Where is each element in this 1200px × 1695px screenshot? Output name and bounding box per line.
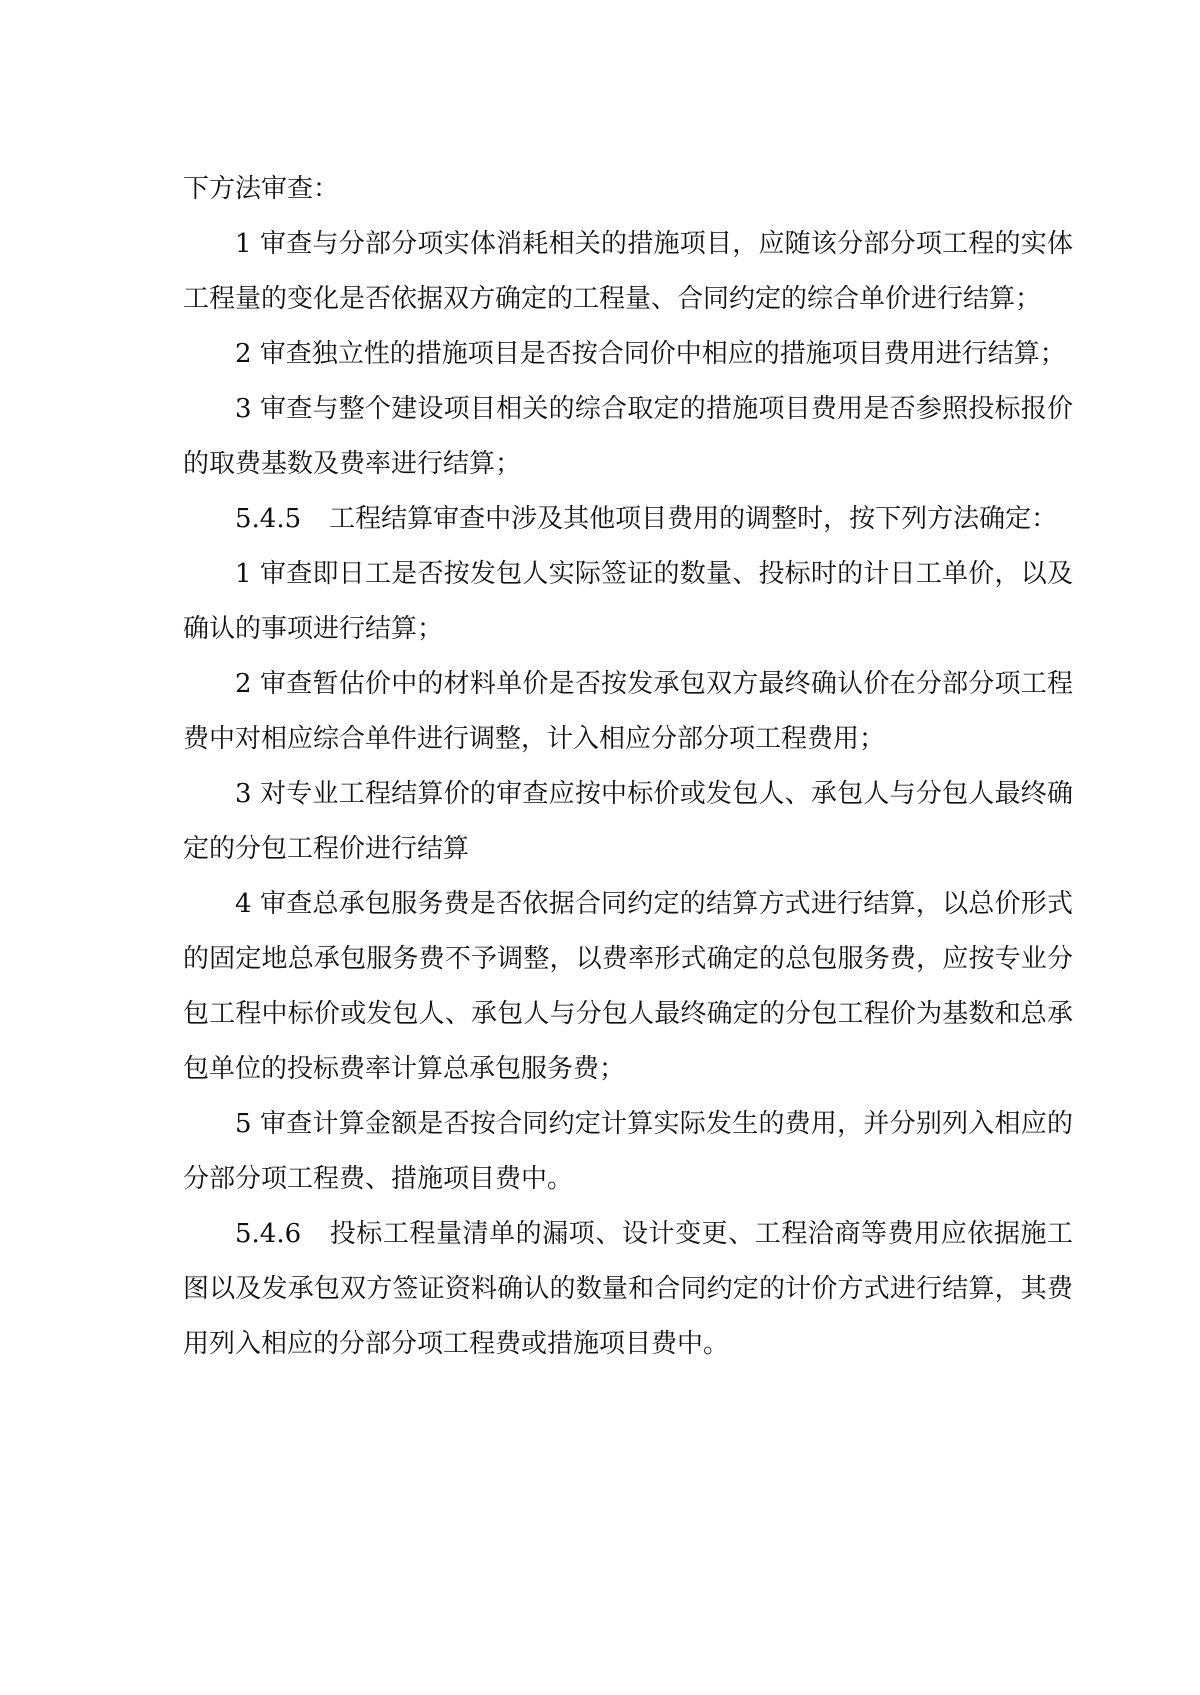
paragraph-text: 3 对专业工程结算价的审查应按中标价或发包人、承包人与分包人最终确定的分包工程价进行结算 [183, 779, 1073, 864]
section-text: 工程结算审查中涉及其他项目费用的调整时，按下列方法确定： [329, 504, 1058, 534]
paragraph-text: 5 审查计算金额是否按合同约定计算实际发生的费用，并分别列入相应的分部分项工程费、措施项目费中。 [183, 1109, 1073, 1194]
section-text: 投标工程量清单的漏项、设计变更、工程洽商等费用应依据施工图以及发承包双方签证资料确认的数量和合同约定的计价方式进行结算，其费用列入相应的分部分项工程费或措施项目费中。 [183, 1219, 1073, 1359]
paragraph-item-2 [183, 327, 1073, 382]
paragraph-text: 下方法审查： [183, 174, 340, 204]
paragraph-text: 2 审查独立性的措施项目是否按合同价中相应的措施项目费用进行结算； [235, 339, 1066, 369]
section-5-4-5 [183, 492, 1073, 547]
paragraph-text: 1 审查即日工是否按发包人实际签证的数量、投标时的计日工单价，以及确认的事项进行结算； [183, 559, 1073, 644]
paragraph-text: 1 审查与分部分项实体消耗相关的措施项目，应随该分部分项工程的实体工程量的变化是否依据双方确定的工程量、合同约定的综合单价进行结算； [183, 229, 1073, 314]
paragraph-item-2 [183, 657, 1073, 767]
paragraph-item-1 [183, 217, 1073, 327]
paragraph-item-4 [183, 877, 1073, 1097]
paragraph-text: 4 审查总承包服务费是否依据合同约定的结算方式进行结算，以总价形式的固定地总承包服务费不予调整，以费率形式确定的总包服务费，应按专业分包工程中标价或发包人、承包人与分包人最终确定的分包工程价为基数和总承包单位的投标费率计算总承包服务费； [183, 889, 1073, 1084]
paragraph-item-5 [183, 1097, 1073, 1207]
document-body [183, 162, 1073, 1372]
paragraph-item-3 [183, 382, 1073, 492]
section-5-4-6 [183, 1207, 1073, 1372]
paragraph-continuation [183, 162, 1073, 217]
paragraph-item-1 [183, 547, 1073, 657]
section-number: 5.4.6 [235, 1219, 302, 1249]
paragraph-text: 3 审查与整个建设项目相关的综合取定的措施项目费用是否参照投标报价的取费基数及费率进行结算； [183, 394, 1073, 479]
paragraph-item-3 [183, 767, 1073, 877]
section-number: 5.4.5 [235, 504, 302, 534]
paragraph-text: 2 审查暂估价中的材料单价是否按发承包双方最终确认价在分部分项工程费中对相应综合单件进行调整，计入相应分部分项工程费用； [183, 669, 1073, 754]
